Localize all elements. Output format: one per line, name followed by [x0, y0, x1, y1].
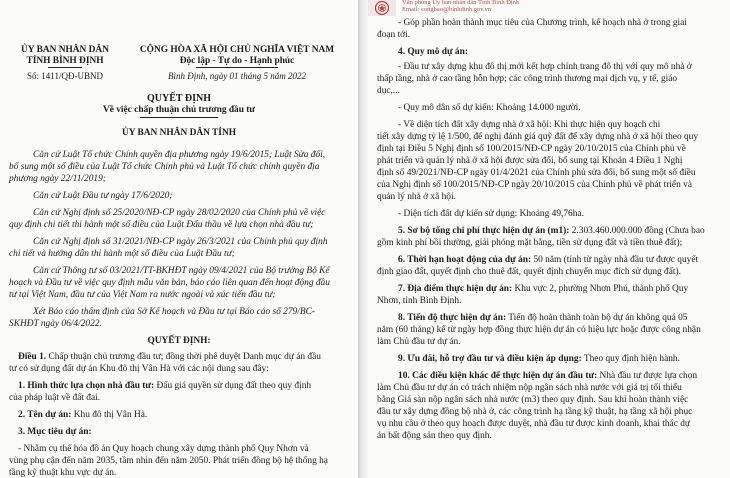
- section-5: [398, 225, 705, 237]
- text-line: định tại Điều 5 Nghị định số 100/2015/NĐ-CP ngày 20/10/2015 của Chính phủ về: [377, 144, 686, 154]
- section-9-text: Theo quy định hiện hành.: [581, 354, 680, 364]
- text-line: đoạn tới.: [377, 30, 411, 40]
- section-1-text: Đấu giá quyền sử dụng đất theo quy định: [154, 381, 312, 391]
- page-gutter: [358, 0, 368, 478]
- section-9: [398, 353, 680, 365]
- text-line: làm Chủ đầu tư dự án.: [377, 337, 461, 347]
- text-line: định giao đất, quyết định cho thuê đất, quyết định chuyển mục đích sử dụng đất).: [377, 267, 681, 277]
- section-3-line: tầng kỹ thuật khu vực dự án.: [9, 468, 117, 478]
- legal-basis-line: phương ngày 22/11/2019;: [9, 174, 106, 184]
- text-line: vụ nhu cầu ở theo quy hoạch được duyệt, nhà đầu tư được kinh doanh, khai thác dự: [377, 419, 690, 429]
- section-6-text: 50 năm (tính từ ngày nhà đầu tư được quyết: [531, 255, 699, 265]
- text-line: dục,...: [377, 86, 400, 96]
- stamp-email: Email: congbao@binhdinh.gov.vn: [402, 6, 492, 13]
- decision-heading: QUYẾT ĐỊNH:: [147, 336, 211, 346]
- text-line: gồm kinh phí bồi thường, giải phóng mặt bằng, tiền sử dụng đất và tiền thuê đất);: [377, 238, 683, 248]
- legal-basis-line: Căn cứ Luật Đầu tư ngày 17/6/2020;: [33, 191, 173, 201]
- section-7: [398, 283, 688, 295]
- text-line: - Đầu tư xây dựng khu đô thị mới kết hợp chỉnh trang đô thị với quy mô nhà ở: [398, 62, 692, 72]
- text-line: thấp tầng, nhà ở cao tầng hỗn hợp; các công trình thương mại dịch vụ, y tế, giáo: [377, 74, 678, 84]
- section-3-line: - Nhằm cụ thể hóa đồ án Quy hoạch chung xây dựng thành phố Quy Nhơn và: [18, 444, 309, 454]
- section-10: [398, 370, 697, 382]
- article-1-text: Chấp thuận chủ trương đầu tư; đồng thời phê duyệt Danh mục dự án đầu: [46, 352, 321, 362]
- text-line: - Góp phần hoàn thành mục tiêu của Chương trình, kế hoạch nhà ở trong giai: [398, 18, 687, 28]
- section-5-text: 2.303.460.000.000 đồng (Chưa bao: [569, 226, 705, 236]
- national-motto: Độc lập - Tự do - Hạnh phúc: [179, 56, 295, 66]
- section-5-heading: 5. Sơ bộ tổng chi phí thực hiện dự án (m1):: [398, 226, 570, 236]
- agency-name: ỦY BAN NHÂN DÂN: [21, 45, 109, 55]
- agency-underline: [48, 67, 82, 68]
- legal-basis-line: Xét Báo cáo thẩm định của Sở Kế hoạch và Đầu tư tại Báo cáo số 279/BC-: [33, 307, 315, 317]
- legal-basis-line: hoạch và Đầu tư về việc quy định mẫu văn bản, báo cáo liên quan đến hoạt động đầu: [9, 278, 330, 288]
- text-line: - Quy mô dân số dự kiến: Khoảng 14.000 người.: [398, 103, 581, 113]
- section-7-heading: 7. Địa điểm thực hiện dự án:: [398, 284, 513, 294]
- section-4-heading: 4. Quy mô dự án:: [398, 47, 468, 57]
- text-line: - Diện tích đất dự kiến sử dụng: Khoảng 49,76ha.: [398, 209, 584, 219]
- document-type: QUYẾT ĐỊNH: [147, 93, 211, 104]
- publication-stamp: [368, 0, 730, 14]
- section-6: [398, 254, 698, 266]
- text-line: của Nghị định số 100/2015/NĐ-CP ngày 20/10/2015 của Chính phủ về phát triển và: [377, 180, 692, 190]
- text-line: đầu tư xây dựng đồng bộ nhà ở, các công trình hạ tầng kỹ thuật, hạ tầng xã hội phục: [377, 407, 693, 417]
- legal-basis-line: Căn cứ Nghị định số 31/2021/NĐ-CP ngày 26/3/2021 của Chính phủ quy định: [33, 237, 328, 247]
- text-line: tiết xây dựng tỷ lệ 1/500, để nghị đánh giá quỹ đất để xây dựng nhà ở xã hội theo quy: [377, 132, 699, 142]
- section-2: [18, 409, 147, 421]
- section-9-heading: 9. Ưu đãi, hỗ trợ đầu tư và điều kiện áp dụng:: [398, 354, 582, 364]
- legal-basis-line: SKHĐT ngày 06/4/2022.: [9, 319, 102, 329]
- seal-icon: [368, 0, 396, 16]
- section-1-line: của pháp luật về đất đai.: [9, 393, 101, 403]
- text-line: - Về diện tích đất xây dựng nhà ở xã hội: Khi thực hiện quy hoạch chi: [398, 120, 661, 130]
- national-title: CỘNG HÒA XÃ HỘI CHỦ NGHĨA VIỆT NAM: [139, 45, 335, 55]
- section-8-heading: 8. Tiến độ thực hiện dự án:: [398, 313, 507, 323]
- section-3-heading: 3. Mục tiêu dự án:: [18, 427, 92, 437]
- text-line: định số 49/2021/NĐ-CP ngày 01/4/2021 của Chính phủ sửa đổi, bổ sung một số điều: [377, 168, 696, 178]
- legal-basis-line: Căn cứ Thông tư số 03/2021/TT-BKHĐT ngày 09/4/2021 của Bộ trưởng Bộ Kế: [33, 266, 330, 276]
- legal-basis-line: tư tại Việt Nam, đầu tư của Việt Nam ra nước ngoài và xúc tiến đầu tư;: [9, 290, 276, 300]
- motto-underline: [196, 67, 278, 68]
- right-page: [368, 0, 730, 478]
- place-date: Bình Định, ngày 01 tháng 5 năm 2022: [168, 71, 306, 81]
- document-subject: Về việc chấp thuận chủ trương đầu tư: [102, 105, 256, 115]
- section-1-heading: 1. Hình thức lựa chọn nhà đầu tư:: [18, 381, 155, 391]
- section-2-text: Khu đô thị Vân Hà.: [71, 410, 148, 420]
- section-10-heading: 10. Các điều kiện khác để thực hiện dự án đầu tư:: [398, 371, 598, 381]
- issuing-body: ỦY BAN NHÂN DÂN TỈNH: [121, 128, 237, 138]
- legal-basis-line: Căn cứ Nghị định số 25/2020/NĐ-CP ngày 28/02/2020 của Chính phủ về việc: [33, 208, 326, 218]
- section-7-text: Khu vực 2, phường Nhơn Phú, thành phố Quy: [512, 284, 689, 294]
- section-1: [18, 380, 311, 392]
- legal-basis-line: bổ sung một số điều của Luật Tổ chức Chính phủ và Luật Tổ chức chính quyền địa: [9, 162, 320, 172]
- text-line: bằng Giá sàn nộp ngân sách nhà nước (m3) theo quy định. Sau khi hoàn thành việc: [377, 395, 689, 405]
- section-8-text: Tiến độ hoàn thành toàn bộ dự án không quá 05: [506, 313, 688, 323]
- section-3-line: vùng phụ cận đến năm 2035, tầm nhìn đến năm 2050. Phát triển đồng bộ hệ thống hạ: [9, 456, 328, 466]
- subject-underline: [140, 117, 218, 118]
- agency-province: TỈNH BÌNH ĐỊNH: [26, 56, 104, 66]
- left-page: [0, 0, 358, 478]
- legal-basis-line: Căn cứ Luật Tổ chức Chính quyền địa phương ngày 19/6/2015; Luật Sửa đổi,: [33, 150, 326, 160]
- document-number: Số: 1411/QĐ-UBND: [27, 71, 103, 81]
- section-8: [398, 312, 687, 324]
- text-line: án bất động sản theo quy định.: [377, 431, 492, 441]
- section-2-heading: 2. Tên dự án:: [18, 410, 72, 420]
- article-1: [18, 351, 321, 363]
- section-6-heading: 6. Thời hạn hoạt động của dự án:: [398, 255, 532, 265]
- text-line: phát triển và quản lý nhà ở xã hội được sửa đổi, bổ sung tại Khoản 4 Điều 1 Nghị: [377, 156, 683, 166]
- text-line: quản lý nhà ở xã hội.: [377, 192, 456, 202]
- text-line: năm (60 tháng) kể từ ngày hợp đồng thực hiện dự án có hiệu lực hoặc được công nhận: [377, 325, 701, 335]
- stamp-office: Văn phòng Ủy ban nhân dân Tỉnh Bình Định: [402, 0, 520, 6]
- legal-basis-line: chi tiết và hướng dẫn thi hành một số điều của Luật Đầu tư;: [9, 249, 235, 259]
- text-line: làm Chủ đầu tư dự án có trách nhiệm nộp ngân sách nhà nước với giá trị tối thiểu: [377, 383, 682, 393]
- text-line: Nhơn, tỉnh Bình Định.: [377, 296, 462, 306]
- section-10-text: Nhà đầu tư được lựa chọn: [597, 371, 698, 381]
- article-1-heading: Điều 1.: [18, 352, 47, 362]
- legal-basis-line: quy định chi tiết thi hành một số điều của Luật Đấu thầu về lựa chọn nhà đầu tư;: [9, 220, 314, 230]
- article-1-line: tư có sử dụng đất dự án Khu đô thị Vân Hà với các nội dung sau đây:: [9, 364, 269, 374]
